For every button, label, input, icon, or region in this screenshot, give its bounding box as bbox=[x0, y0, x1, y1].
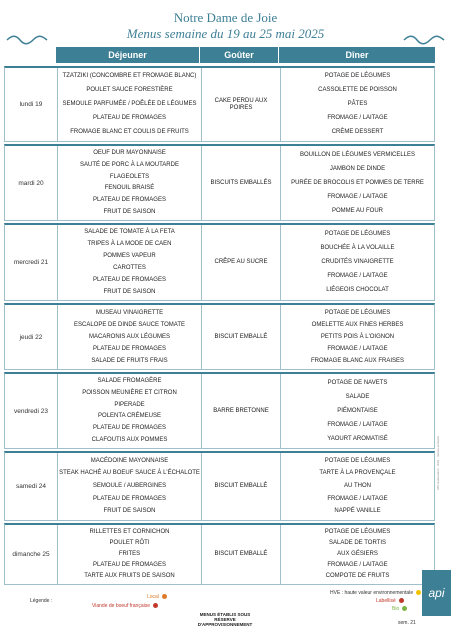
menu-item: CAROTTES bbox=[113, 264, 146, 271]
day-label: dimanche 25 bbox=[12, 551, 50, 558]
snack-item: BARRE BRETONNE bbox=[213, 407, 269, 414]
menu-item: SEMOULE PARFUMÉE / POÊLÉE DE LÉGUMES bbox=[62, 100, 197, 107]
menu-item: POTAGE DE LÉGUMES bbox=[324, 457, 391, 464]
legend-bio-label: Bio bbox=[392, 606, 400, 612]
menu-item: FRUIT DE SAISON bbox=[103, 208, 156, 215]
menu-item: FRUIT DE SAISON bbox=[103, 288, 156, 295]
menu-item: PLATEAU DE FROMAGES bbox=[93, 114, 166, 121]
french-beef-icon bbox=[153, 603, 158, 608]
legend-beef-label: Viande de boeuf française bbox=[92, 603, 151, 609]
column-header-row bbox=[4, 47, 435, 63]
day-block bbox=[4, 144, 435, 221]
legend-bio bbox=[392, 606, 407, 612]
snack-item: BISCUITS EMBALLÉS bbox=[210, 179, 272, 186]
menu-item: FROMAGE / LAITAGE bbox=[327, 114, 388, 121]
menu-item: POTAGE DE LÉGUMES bbox=[324, 309, 391, 316]
legal-side-text: API restauration · SAS · menus semaine bbox=[436, 435, 440, 490]
day-block bbox=[4, 303, 435, 370]
legend-beef bbox=[92, 603, 158, 609]
legend-hve-label: HVE : haute valeur environnementale bbox=[330, 590, 414, 596]
menu-item: FROMAGE BLANC AUX FRAISES bbox=[310, 357, 405, 364]
menu-item: PLATEAU DE FROMAGES bbox=[93, 424, 166, 431]
day-label: lundi 19 bbox=[19, 101, 43, 108]
menu-item: PÂTES bbox=[347, 100, 368, 107]
day-block bbox=[4, 451, 435, 521]
menu-item: FROMAGE / LAITAGE bbox=[327, 193, 388, 200]
menu-item: PLATEAU DE FROMAGES bbox=[93, 495, 166, 502]
dinner-menu bbox=[281, 453, 434, 520]
menu-item: FENOUIL BRAISÉ bbox=[104, 185, 155, 192]
menu-item: JAMBON DE DINDE bbox=[329, 165, 386, 172]
menu-item: TARTE AUX FRUITS DE SAISON bbox=[84, 573, 175, 579]
menu-item: ESCALOPE DE DINDE SAUCE TOMATE bbox=[73, 321, 186, 328]
snack-item: BISCUIT EMBALLÉ bbox=[214, 551, 268, 557]
dinner-menu bbox=[281, 225, 434, 300]
day-block bbox=[4, 223, 435, 301]
snack-item: BISCUIT EMBALLÉ bbox=[214, 333, 268, 340]
menu-item: POLENTA CRÉMEUSE bbox=[98, 413, 161, 420]
menu-item: PIÉMONTAISE bbox=[337, 407, 378, 414]
menu-item: PETITS POIS À L'OIGNON bbox=[320, 333, 395, 340]
menu-item: SALADE bbox=[345, 393, 370, 400]
menu-item: NAPPÉ VANILLE bbox=[334, 508, 381, 515]
menu-item: SALADE FROMAGÈRE bbox=[97, 378, 162, 385]
hve-icon bbox=[416, 590, 421, 595]
menu-item: TZATZIKI (CONCOMBRE ET FROMAGE BLANC) bbox=[62, 73, 197, 80]
day-block bbox=[4, 523, 435, 585]
dinner-menu bbox=[281, 305, 434, 369]
menu-item: MACARONIS AUX LÉGUMES bbox=[88, 333, 171, 340]
day-label: mercredi 21 bbox=[13, 259, 49, 266]
menu-item: FROMAGE / LAITAGE bbox=[327, 345, 388, 352]
header-lunch: Déjeuner bbox=[56, 47, 199, 63]
lunch-menu bbox=[58, 453, 201, 520]
menu-item: POTAGE DE LÉGUMES bbox=[324, 529, 391, 535]
menu-item: POTAGE DE LÉGUMES bbox=[324, 230, 391, 237]
lunch-menu bbox=[58, 525, 201, 584]
menu-item: SALADE DE FRUITS FRAIS bbox=[91, 357, 168, 364]
bio-icon bbox=[402, 606, 407, 611]
left-wave-ornament bbox=[6, 35, 48, 45]
legend-local bbox=[147, 594, 167, 600]
legend-labellise bbox=[376, 598, 404, 604]
dinner-menu bbox=[281, 525, 434, 584]
menu-item: LIÉGEOIS CHOCOLAT bbox=[326, 287, 389, 294]
menu-item: SAUTÉ DE PORC À LA MOUTARDE bbox=[80, 161, 179, 168]
menu-item: CLAFOUTIS AUX POMMES bbox=[91, 436, 168, 443]
header-snack: Goûter bbox=[200, 47, 278, 63]
menu-item: POULET SAUCE FORESTIÈRE bbox=[86, 87, 173, 94]
establishment-title: Notre Dame de Joie bbox=[173, 10, 278, 25]
page-ref: sem. 21 bbox=[398, 620, 416, 626]
menu-item: CRÈME DESSERT bbox=[331, 128, 384, 135]
menu-week-subtitle: Menus semaine du 19 au 25 mai 2025 bbox=[126, 26, 325, 41]
local-icon bbox=[162, 594, 167, 599]
legend-label: Légende : bbox=[30, 598, 53, 604]
menu-item: POMMES VAPEUR bbox=[103, 253, 156, 260]
menu-item: FROMAGE / LAITAGE bbox=[327, 562, 388, 568]
menu-item: CRUDITÉS VINAIGRETTE bbox=[321, 258, 394, 265]
right-wave-ornament bbox=[403, 35, 445, 45]
menu-item: FROMAGE BLANC ET COULIS DE FRUITS bbox=[70, 128, 189, 135]
menu-item: FROMAGE / LAITAGE bbox=[327, 273, 388, 280]
lunch-menu bbox=[58, 374, 201, 448]
lunch-menu bbox=[58, 305, 201, 369]
dinner-menu bbox=[281, 374, 434, 448]
menu-item: BOUCHÉE À LA VOLAILLE bbox=[320, 244, 395, 251]
supply-note: MENUS ÉTABLIS SOUS RÉSERVE D'APPROVISIONNEMENT bbox=[197, 612, 253, 627]
label-rouge-icon bbox=[399, 598, 404, 603]
menu-item: FRITES bbox=[118, 551, 141, 557]
legend-labellise-label: Labellisé bbox=[376, 598, 396, 604]
lunch-menu bbox=[58, 225, 201, 300]
legend-local-label: Local bbox=[147, 594, 159, 600]
snack-item: BISCUIT EMBALLÉ bbox=[214, 483, 268, 489]
menu-item: FROMAGE / LAITAGE bbox=[327, 495, 388, 502]
menu-item: CASSOLETTE DE POISSON bbox=[318, 87, 397, 94]
menu-item: POISSON MEUNIÈRE ET CITRON bbox=[82, 389, 177, 396]
lunch-menu bbox=[58, 68, 201, 141]
menu-item: SALADE DE TOMATE À LA FETA bbox=[84, 229, 175, 236]
menu-item: MUSEAU VINAIGRETTE bbox=[95, 309, 164, 316]
menu-item: FRUIT DE SAISON bbox=[103, 508, 156, 515]
dinner-menu bbox=[281, 68, 434, 141]
menu-item: SALADE DE TORTIS bbox=[328, 540, 387, 546]
dinner-menu bbox=[281, 146, 434, 220]
menu-item: PLATEAU DE FROMAGES bbox=[93, 196, 166, 203]
menu-item: YAOURT AROMATISÉ bbox=[327, 435, 388, 442]
day-label: samedi 24 bbox=[16, 483, 46, 490]
menu-item: STEAK HACHÉ AU BOEUF SAUCE À L'ÉCHALOTE bbox=[59, 470, 200, 477]
legend-hve bbox=[330, 590, 421, 596]
menu-item: POULET RÔTI bbox=[109, 540, 150, 546]
menu-item: OEUF DUR MAYONNAISE bbox=[93, 150, 166, 157]
menu-item: POTAGE DE LÉGUMES bbox=[324, 73, 391, 80]
menu-item: TARTE À LA PROVENÇALE bbox=[319, 470, 396, 477]
menu-item: PURÉE DE BROCOLIS ET POMMES DE TERRE bbox=[291, 179, 424, 186]
menu-item: MACÉDOINE MAYONNAISE bbox=[90, 457, 169, 464]
day-label: mardi 20 bbox=[18, 179, 44, 187]
menu-item: AU THON bbox=[344, 482, 371, 489]
menu-item: BOUILLON DE LÉGUMES VERMICELLES bbox=[299, 151, 416, 158]
menu-item: SEMOULE / AUBERGINES bbox=[92, 482, 167, 489]
menu-item: PIPERADE bbox=[114, 401, 145, 408]
menu-item: FLAGEOLETS bbox=[109, 173, 150, 180]
menu-item: COMPOTE DE FRUITS bbox=[325, 573, 390, 579]
day-block bbox=[4, 372, 435, 449]
day-block bbox=[4, 66, 435, 142]
menu-item: TRIPES À LA MODE DE CAEN bbox=[87, 241, 172, 248]
day-label: vendredi 23 bbox=[14, 407, 48, 415]
snack-item: CAKE PERDU AUX POIRES bbox=[214, 97, 268, 111]
menu-item: AUX GÉSIERS bbox=[337, 551, 378, 557]
api-logo: api bbox=[422, 570, 451, 616]
footer bbox=[0, 590, 451, 639]
menu-item: POTAGE DE NAVETS bbox=[327, 379, 388, 386]
lunch-menu bbox=[58, 146, 201, 220]
menu-item: PLATEAU DE FROMAGES bbox=[93, 562, 166, 568]
menu-item: PLATEAU DE FROMAGES bbox=[93, 345, 166, 352]
header-dinner: Dîner bbox=[279, 47, 435, 63]
snack-item: CRÊPE AU SUCRE bbox=[214, 259, 268, 265]
menu-item: PLATEAU DE FROMAGES bbox=[93, 276, 166, 283]
day-label: jeudi 22 bbox=[19, 333, 43, 341]
menu-item: POMME AU FOUR bbox=[331, 207, 383, 214]
menu-item: FROMAGE / LAITAGE bbox=[327, 421, 388, 428]
menu-item: RILLETTES ET CORNICHON bbox=[89, 529, 170, 535]
menu-item: OMELETTE AUX FINES HERBES bbox=[311, 321, 404, 328]
